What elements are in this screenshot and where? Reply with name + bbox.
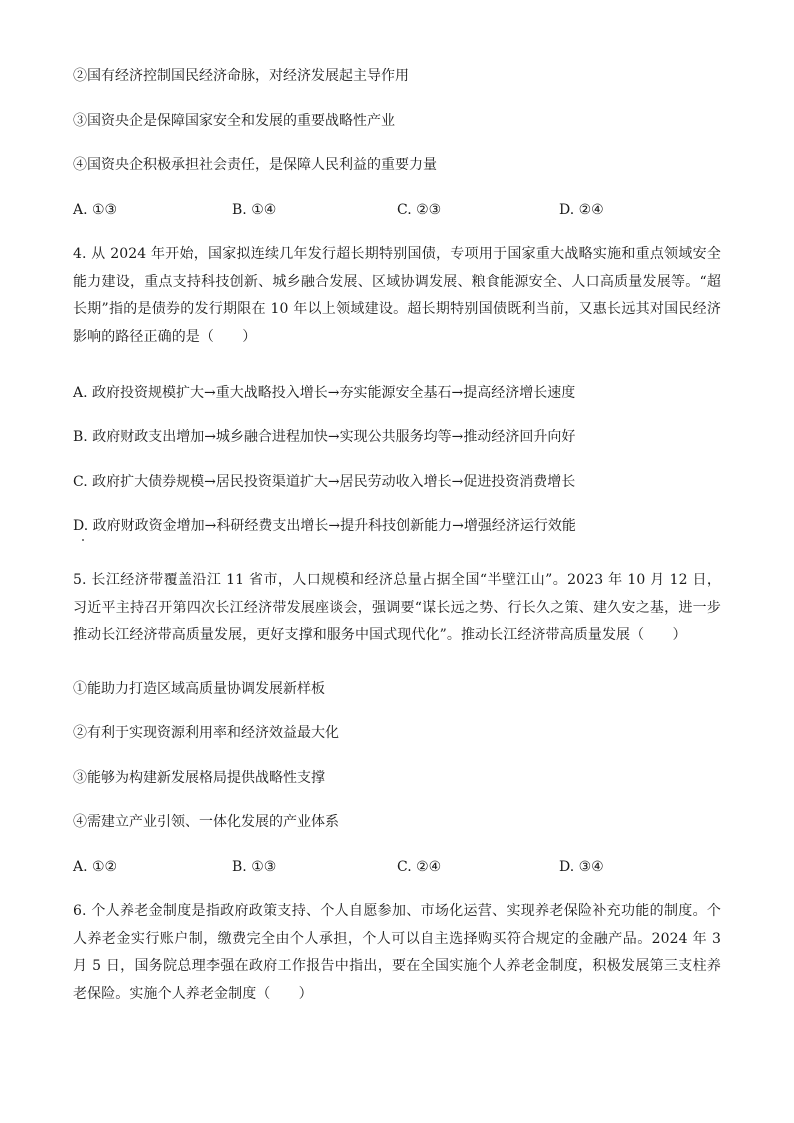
q3-option-a[interactable]: A. ①③ — [73, 202, 118, 218]
q4-option-b[interactable]: B. 政府财政支出增加→城乡融合进程加快→实现公共服务均等→推动经济回升向好 — [73, 429, 576, 445]
q3-option-c[interactable]: C. ②③ — [397, 202, 442, 218]
q3-statement-3: ③国资央企是保障国家安全和发展的重要战略性产业 — [73, 113, 395, 129]
q4-stem: 4. 从 2024 年开始，国家拟连续几年发行超长期特别国债，专项用于国家重大战略实施和重点领域安全能力建设，重点支持科技创新、城乡融合发展、区域协调发展、粮食能源安全、人口高质量发展等。“超长期”指的是债券的发行期限在 10 年以上领域建设。超长期特别国债既利当前，又惠长远其对国民经济影响的路径正确的是（ ） — [73, 246, 721, 345]
q3-options — [73, 200, 733, 220]
q3-option-b[interactable]: B. ①④ — [232, 202, 277, 218]
q4-option-a[interactable]: A. 政府投资规模扩大→重大战略投入增长→夯实能源安全基石→提高经济增长速度 — [73, 385, 576, 401]
q5-statement-2: ②有利于实现资源利用率和经济效益最大化 — [73, 725, 339, 741]
q5-stem: 5. 长江经济带覆盖沿江 11 省市，人口规模和经济总量占据全国“半壁江山”。2023 年 10 月 12 日，习近平主持召开第四次长江经济带发展座谈会，强调要“谋长远之势、行长久之策、建久安之基，进一步推动长江经济带高质量发展，更好支撑和服务中国式现代化”。推动长江经济带高质量发展（ ） — [73, 572, 721, 643]
q5-statement-4: ④需建立产业引领、一体化发展的产业体系 — [73, 814, 339, 830]
q5-option-a[interactable]: A. ①② — [73, 859, 118, 875]
q5-statement-3: ③能够为构建新发展格局提供战略性支撑 — [73, 770, 325, 786]
q5-option-d[interactable]: D. ③④ — [559, 859, 604, 875]
q3-option-d[interactable]: D. ②④ — [559, 202, 604, 218]
q5-options — [73, 857, 733, 877]
q6-stem: 6. 个人养老金制度是指政府政策支持、个人自愿参加、市场化运营、实现养老保险补充功能的制度。个人养老金实行账户制，缴费完全由个人承担，个人可以自主选择购买符合规定的金融产品。2024 年 3 月 5 日，国务院总理李强在政府工作报告中指出，要在全国实施个人养老金制度，积极发展第三支柱养老保险。实施个人养老金制度（ ） — [73, 903, 721, 1002]
stray-dot-mark — [82, 539, 84, 541]
q5-statement-1: ①能助力打造区域高质量协调发展新样板 — [73, 681, 325, 697]
q3-statement-4: ④国资央企积极承担社会责任，是保障人民利益的重要力量 — [73, 157, 437, 173]
q4-option-d[interactable]: D. 政府财政资金增加→科研经费支出增长→提升科技创新能力→增强经济运行效能 — [73, 518, 576, 534]
q5-option-b[interactable]: B. ①③ — [232, 859, 277, 875]
q4-option-c[interactable]: C. 政府扩大债券规模→居民投资渠道扩大→居民劳动收入增长→促进投资消费增长 — [73, 474, 576, 490]
q3-statement-2: ②国有经济控制国民经济命脉，对经济发展起主导作用 — [73, 68, 409, 84]
q5-option-c[interactable]: C. ②④ — [397, 859, 442, 875]
